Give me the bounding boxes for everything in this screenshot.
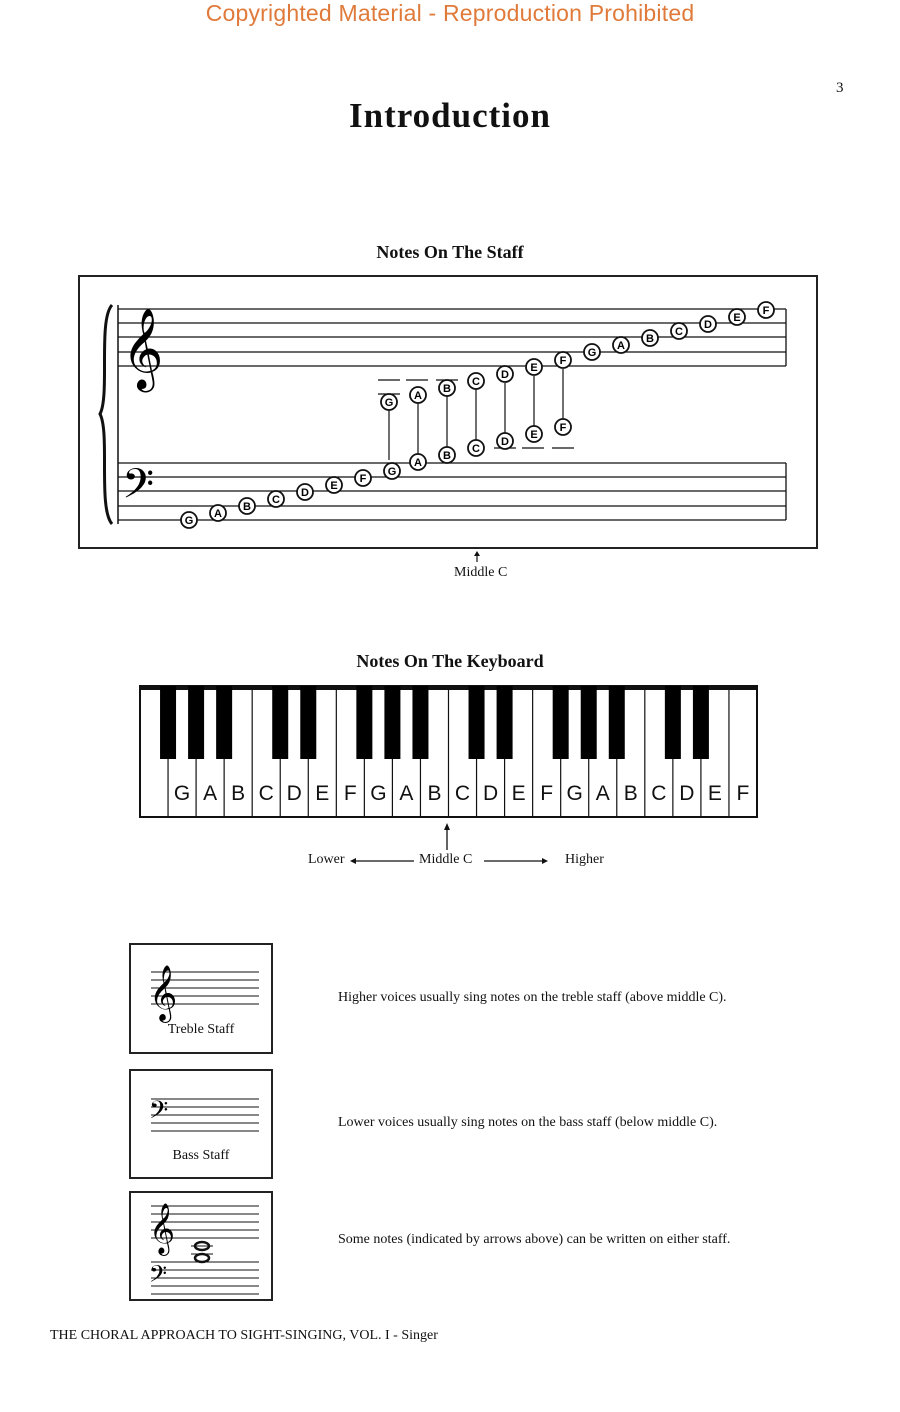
key-label: D — [286, 782, 302, 805]
page-title: Introduction — [349, 96, 551, 135]
svg-text:D: D — [301, 487, 309, 499]
key-label: A — [203, 782, 218, 805]
copyright-watermark: Copyrighted Material - Reproduction Prohibited — [205, 0, 695, 26]
svg-text:C: C — [472, 443, 480, 455]
footer-title: THE CHORAL APPROACH TO SIGHT-SINGING, VOL. I - Singer — [50, 1328, 438, 1343]
staff-section-heading: Notes On The Staff — [376, 242, 524, 262]
key-label: F — [343, 782, 357, 805]
key-label: C — [258, 782, 274, 805]
black-key — [497, 686, 513, 759]
black-key — [356, 686, 372, 759]
middle-c-staff-label: Middle C — [454, 565, 508, 580]
svg-text:D: D — [704, 319, 712, 331]
middle-c-keyboard-label: Middle C — [419, 852, 473, 867]
key-label: E — [707, 782, 722, 805]
key-label: D — [679, 782, 695, 805]
key-label: E — [315, 782, 330, 805]
black-key — [412, 686, 428, 759]
treble-staff-label: Treble Staff — [167, 1022, 235, 1037]
svg-text:A: A — [414, 390, 422, 402]
svg-text:E: E — [330, 480, 338, 492]
treble-staff-box — [129, 943, 273, 1054]
page-number: 3 — [836, 80, 844, 96]
key-label: F — [736, 782, 750, 805]
svg-text:C: C — [272, 494, 280, 506]
higher-label: Higher — [565, 852, 604, 867]
key-label: G — [173, 782, 191, 805]
bass-description: Lower voices usually sing notes on the bass staff (below middle C). — [338, 1115, 718, 1130]
black-key — [553, 686, 569, 759]
bass-clef-icon: 𝄢 — [122, 460, 155, 518]
black-key — [384, 686, 400, 759]
bass-staff-box — [129, 1069, 273, 1179]
black-key — [609, 686, 625, 759]
key-label: A — [595, 782, 610, 805]
key-label: B — [231, 782, 246, 805]
grand-staff-box — [129, 1191, 273, 1301]
lower-label: Lower — [308, 852, 345, 867]
treble-clef-mini-icon: 𝄞 — [149, 1203, 176, 1254]
black-key — [272, 686, 288, 759]
svg-text:E: E — [530, 362, 538, 374]
svg-text:B: B — [443, 383, 451, 395]
svg-text:A: A — [617, 340, 625, 352]
svg-text:C: C — [675, 326, 683, 338]
key-label: G — [370, 782, 387, 805]
svg-text:G: G — [384, 397, 394, 409]
svg-text:D: D — [501, 369, 509, 381]
middle-c-whole-note-lower — [195, 1254, 209, 1262]
black-key — [469, 686, 485, 759]
svg-text:G: G — [587, 347, 597, 359]
svg-text:C: C — [472, 376, 480, 388]
key-label: B — [427, 782, 442, 805]
svg-text:F: F — [559, 355, 567, 367]
svg-text:F: F — [762, 305, 770, 317]
key-label: G — [566, 782, 583, 805]
either-staff-description: Some notes (indicated by arrows above) can be written on either staff. — [338, 1232, 731, 1247]
key-label: F — [540, 782, 554, 805]
svg-text:E: E — [530, 429, 538, 441]
treble-clef-small-icon: 𝄞 — [149, 965, 178, 1021]
svg-text:B: B — [443, 450, 451, 462]
svg-text:F: F — [559, 422, 567, 434]
bass-staff-label: Bass Staff — [172, 1148, 230, 1163]
svg-text:G: G — [184, 515, 194, 527]
svg-text:E: E — [733, 312, 741, 324]
bass-clef-mini-icon: 𝄢 — [149, 1260, 168, 1293]
key-label: E — [511, 782, 526, 805]
black-key — [160, 686, 176, 759]
black-key — [665, 686, 681, 759]
svg-text:G: G — [387, 466, 397, 478]
treble-clef-icon: 𝄞 — [122, 307, 164, 389]
treble-description: Higher voices usually sing notes on the treble staff (above middle C). — [338, 990, 727, 1005]
svg-text:D: D — [501, 436, 509, 448]
black-key — [216, 686, 232, 759]
black-key — [188, 686, 204, 759]
key-label: D — [482, 782, 499, 805]
svg-text:B: B — [646, 333, 654, 345]
svg-text:A: A — [414, 457, 422, 469]
key-label: C — [454, 782, 471, 805]
black-key — [581, 686, 597, 759]
key-label: A — [399, 782, 414, 805]
bass-clef-small-icon: 𝄢 — [149, 1096, 169, 1131]
key-label: B — [623, 782, 638, 805]
key-label: C — [651, 782, 667, 805]
keyboard-section-heading: Notes On The Keyboard — [356, 651, 544, 671]
svg-text:B: B — [243, 501, 251, 513]
svg-text:F: F — [359, 473, 367, 485]
black-key — [300, 686, 316, 759]
black-key — [693, 686, 709, 759]
svg-text:A: A — [214, 508, 222, 520]
